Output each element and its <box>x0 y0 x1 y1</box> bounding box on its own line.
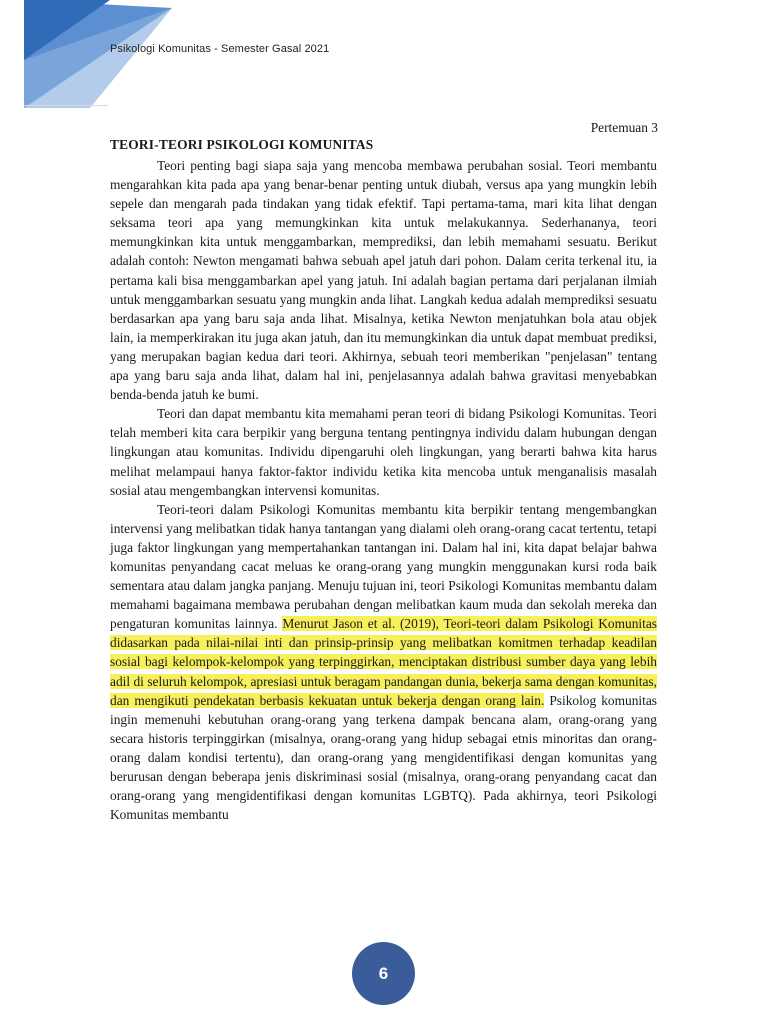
section-title: TEORI-TEORI PSIKOLOGI KOMUNITAS <box>110 137 374 152</box>
paragraph-3 <box>110 500 657 825</box>
highlighted-quote: Menurut Jason et al. (2019), Teori-teori dalam Psikologi Komunitas didasarkan pada nilai-nilai inti dan prinsip-prinsip yang melibatkan komitmen terhadap keadilan sosial bagi kelompok-kelompok yang terpinggirkan, menciptakan distribusi sumber daya yang lebih adil di seluruh kelompok, apresiasi untuk beragam pandangan dunia, bekerja sama dengan komunitas, dan mengikuti pendekatan berbasis kekuatan untuk bekerja dengan orang lain. <box>110 616 657 708</box>
paragraph-3-continuation: Psikolog komunitas ingin memenuhi kebutuhan orang-orang yang terkena dampak bencana alam, orang-orang yang secara historis terpinggirkan (misalnya, orang-orang yang hidup sebagai etnis minoritas dan orang-orang dalam kondisi tertentu), dan orang-orang yang mengidentifikasi dengan komunitas yang berurusan dengan beberapa jenis diskriminasi sosial (misalnya, orang-orang penyandang cacat dan orang-orang yang mengidentifikasi dengan komunitas LGBTQ). Pada akhirnya, teori Psikologi Komunitas membantu <box>110 692 657 823</box>
meeting-label: Pertemuan 3 <box>590 120 658 135</box>
header-divider <box>24 105 108 106</box>
corner-decoration <box>0 0 180 110</box>
header-title: Psikologi Komunitas - Semester Gasal 2021 <box>110 43 330 55</box>
page-number-badge <box>352 942 415 1005</box>
paragraph-3-intro: Teori-teori dalam Psikologi Komunitas membantu kita berpikir tentang mengembangkan intervensi yang melibatkan tidak hanya tantangan yang dialami oleh orang-orang cacat tertentu, tetapi juga faktor lingkungan yang mempertahankan tantangan ini. Dalam hal ini, kita dapat belajar bahwa komunitas penyandang cacat meluas ke orang-orang yang mungkin menggunakan kursi roda baik sementara atau dalam jangka panjang. Menuju tujuan ini, teori Psikologi Komunitas membantu dalam memahami bagaimana membawa perubahan dengan melibatkan kaum muda dan sekolah mereka dan pengaturan komunitas lainnya. <box>110 501 657 632</box>
paragraph-2: Teori dan dapat membantu kita memahami peran teori di bidang Psikologi Komunitas. Teori telah memberi kita cara berpikir yang berguna tentang pentingnya individu dalam hubungan dengan lingkungan atau komunitas. Individu dipengaruhi oleh lingkungan, yang berarti bahwa kita harus melihat melampaui hanya faktor-faktor individu ketika kita mencoba untuk menganalisis masalah sosial atau mengembangkan intervensi komunitas. <box>110 406 657 498</box>
document-body <box>110 156 657 824</box>
page-number: 6 <box>378 963 389 983</box>
paragraph-1: Teori penting bagi siapa saja yang mencoba membawa perubahan sosial. Teori membantu mengarahkan kita pada apa yang benar-benar penting untuk diubah, versus apa yang mungkin lebih sepele dan mengarah pada tindakan yang tidak efektif. Tapi pertama-tama, mari kita lihat dengan seksama teori apa yang memungkinkan kita untuk melakukannya. Sederhananya, teori memungkinkan kita untuk menggambarkan, memprediksi, dan lebih memahami sesuatu. Berikut adalah contoh: Newton mengamati bahwa sebuah apel jatuh dari pohon. Dalam cerita terkenal itu, ia pertama kali bisa menggambarkan apel yang jatuh. Ini adalah bagian pertama dari perjalanan ilmiah untuk menggambarkan sesuatu yang mungkin anda lihat. Langkah kedua adalah memprediksi sesuatu berdasarkan apa yang baru saja anda lihat. Misalnya, ketika Newton menjatuhkan bola atau objek lain, ia memperkirakan itu juga akan jatuh, dan itu memungkinkan dia untuk dapat membuat prediksi, yang merupakan bagian kedua dari teori. Akhirnya, sebuah teori memberikan "penjelasan" tentang apa yang baru saja anda lihat, dalam hal ini, penjelasannya adalah bahwa gravitasi menyebabkan benda-benda jatuh ke bumi. <box>110 158 657 403</box>
